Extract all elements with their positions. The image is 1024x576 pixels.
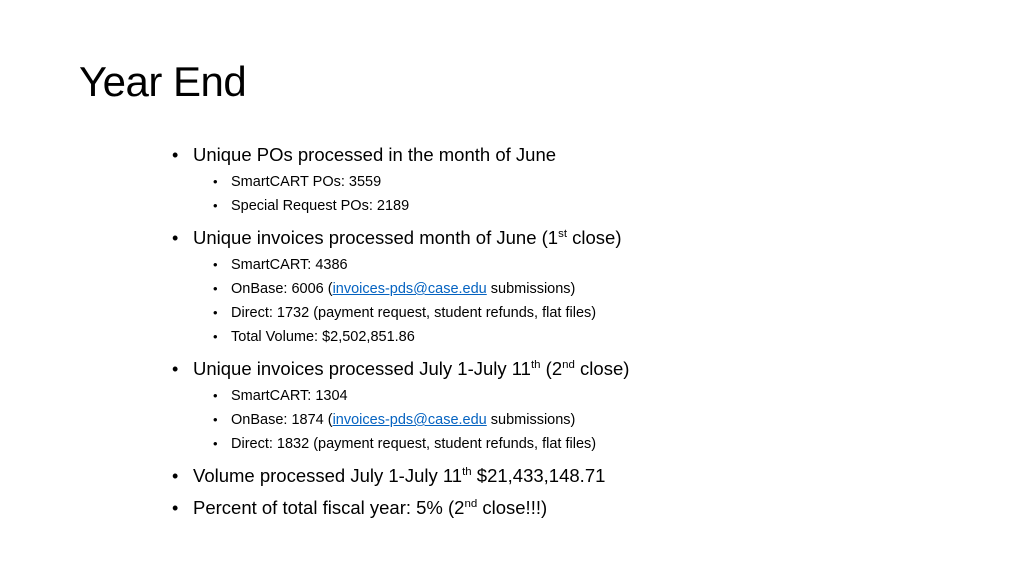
- bullet-text-part: close): [574, 358, 630, 379]
- bullet-dot-icon: •: [213, 388, 218, 403]
- sub-bullet-item: [193, 432, 932, 456]
- bullet-text: [193, 226, 932, 250]
- bullet-dot-icon: •: [213, 412, 218, 427]
- sub-bullet-item: [193, 277, 932, 301]
- sub-bullet-item: [193, 253, 932, 277]
- bullet-text-part: Unique invoices processed month of June (1: [193, 227, 559, 248]
- bullet-text-part: close!!!): [477, 497, 548, 518]
- sub-bullet-list: [193, 253, 932, 349]
- sub-bullet-text: Direct: 1832 (payment request, student refunds, flat files): [231, 436, 597, 452]
- sub-bullet-text-part: submissions): [486, 281, 576, 297]
- sub-bullet-item: [193, 325, 932, 349]
- bullet-dot-icon: •: [172, 498, 179, 518]
- sub-bullet-text-part: OnBase: 6006 (: [231, 281, 333, 297]
- bullet-dot-icon: •: [213, 257, 218, 272]
- bullet-dot-icon: •: [213, 281, 218, 296]
- bullet-text-part: Volume processed July 1-July 11: [193, 465, 463, 486]
- superscript: st: [558, 227, 567, 240]
- bullet-dot-icon: •: [172, 145, 179, 165]
- sub-bullet-text: SmartCART: 4386: [231, 257, 348, 273]
- sub-bullet-text: Special Request POs: 2189: [231, 198, 410, 214]
- bullet-text-part: close): [567, 227, 622, 248]
- bullet-dot-icon: •: [213, 305, 218, 320]
- bullet-list: [172, 143, 932, 528]
- superscript: nd: [464, 497, 478, 510]
- bullet-item: [172, 357, 932, 456]
- bullet-item: [172, 496, 932, 520]
- bullet-text: [193, 464, 932, 488]
- superscript: th: [530, 358, 541, 371]
- email-link[interactable]: invoices-pds@case.edu: [332, 412, 487, 428]
- sub-bullet-item: [193, 194, 932, 218]
- bullet-item: [172, 143, 932, 218]
- sub-bullet-list: [193, 384, 932, 456]
- bullet-text-part: Percent of total fiscal year: 5% (2: [193, 497, 465, 518]
- sub-bullet-item: [193, 408, 932, 432]
- sub-bullet-text: SmartCART: 1304: [231, 388, 348, 404]
- bullet-dot-icon: •: [213, 198, 218, 213]
- bullet-text: Unique POs processed in the month of June: [193, 144, 557, 165]
- bullet-text: [193, 357, 932, 381]
- bullet-dot-icon: •: [172, 228, 179, 248]
- sub-bullet-text: SmartCART POs: 3559: [231, 174, 382, 190]
- sub-bullet-text: [231, 412, 575, 428]
- bullet-text-part: (2: [540, 358, 563, 379]
- sub-bullet-item: [193, 170, 932, 194]
- sub-bullet-text-part: OnBase: 1874 (: [231, 412, 333, 428]
- sub-bullet-list: [193, 170, 932, 218]
- superscript: th: [462, 465, 472, 478]
- sub-bullet-text: [231, 281, 575, 297]
- sub-bullet-item: [193, 384, 932, 408]
- bullet-dot-icon: •: [172, 466, 179, 486]
- bullet-text: [193, 496, 932, 520]
- sub-bullet-item: [193, 301, 932, 325]
- bullet-dot-icon: •: [213, 436, 218, 451]
- sub-bullet-text: Total Volume: $2,502,851.86: [231, 329, 415, 345]
- bullet-text-part: $21,433,148.71: [471, 465, 606, 486]
- bullet-text-part: Unique invoices processed July 1-July 11: [193, 358, 531, 379]
- bullet-item: [172, 226, 932, 349]
- bullet-dot-icon: •: [213, 174, 218, 189]
- email-link[interactable]: invoices-pds@case.edu: [332, 281, 487, 297]
- sub-bullet-text: Direct: 1732 (payment request, student refunds, flat files): [231, 305, 597, 321]
- bullet-dot-icon: •: [213, 329, 218, 344]
- bullet-item: [172, 464, 932, 488]
- superscript: nd: [562, 358, 575, 371]
- sub-bullet-text-part: submissions): [486, 412, 576, 428]
- slide-title: Year End: [79, 58, 247, 105]
- bullet-dot-icon: •: [172, 359, 179, 379]
